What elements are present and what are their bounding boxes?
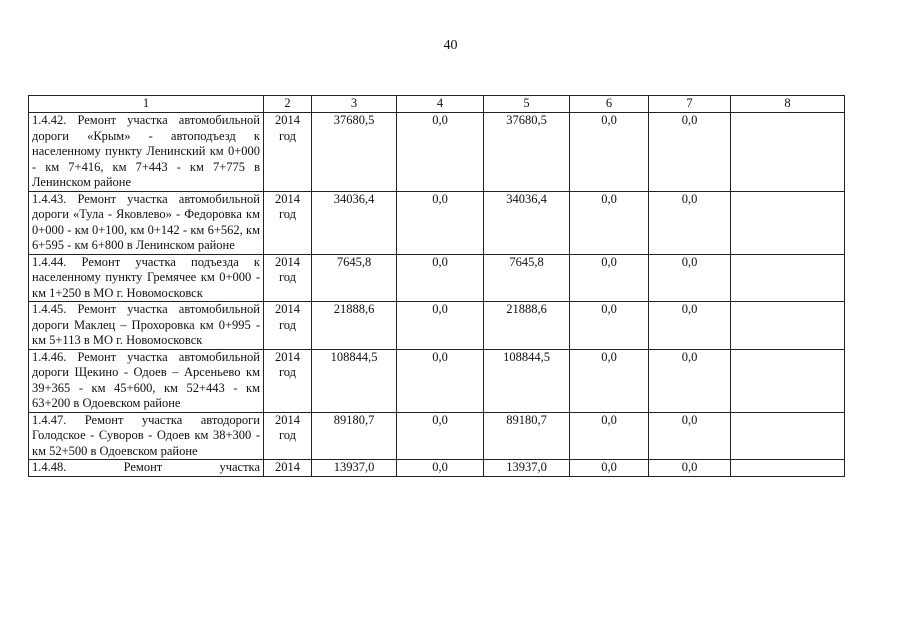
row-col7: 0,0 <box>649 412 731 460</box>
row-col3: 89180,7 <box>312 412 397 460</box>
row-col5: 37680,5 <box>484 113 570 192</box>
row-col6: 0,0 <box>570 412 649 460</box>
row-col6: 0,0 <box>570 460 649 477</box>
row-description: 1.4.48. Ремонт участка <box>29 460 264 477</box>
row-year: 2014 год <box>264 349 312 412</box>
row-col5: 13937,0 <box>484 460 570 477</box>
row-col5: 108844,5 <box>484 349 570 412</box>
row-col3: 21888,6 <box>312 302 397 350</box>
row-col4: 0,0 <box>397 412 484 460</box>
header-cell: 7 <box>649 96 731 113</box>
header-cell: 8 <box>731 96 845 113</box>
row-col6: 0,0 <box>570 191 649 254</box>
budget-table <box>28 95 845 477</box>
row-year: 2014 год <box>264 191 312 254</box>
row-description: 1.4.44. Ремонт участка подъезда к населенному пункту Гремячее км 0+000 - км 1+250 в МО г. Новомосковск <box>29 254 264 302</box>
row-col3: 34036,4 <box>312 191 397 254</box>
row-col7: 0,0 <box>649 349 731 412</box>
row-description: 1.4.45. Ремонт участка автомобильной дороги Маклец – Прохоровка км 0+995 - км 5+113 в МО г. Новомосковск <box>29 302 264 350</box>
row-col7: 0,0 <box>649 113 731 192</box>
row-col5: 21888,6 <box>484 302 570 350</box>
row-col4: 0,0 <box>397 460 484 477</box>
table-row <box>29 113 845 192</box>
row-col8 <box>731 302 845 350</box>
row-description: 1.4.43. Ремонт участка автомобильной дороги «Тула - Яковлево» - Федоровка км 0+000 - км 0+100, км 0+142 - км 6+562, км 6+595 - км 6+800 в Ленинском районе <box>29 191 264 254</box>
row-description: 1.4.42. Ремонт участка автомобильной дороги «Крым» - автоподъезд к населенному пункту Ленинский км 0+000 - км 7+416, км 7+443 - км 7+775 в Ленинском районе <box>29 113 264 192</box>
row-year: 2014 год <box>264 113 312 192</box>
row-col5: 89180,7 <box>484 412 570 460</box>
table-row <box>29 412 845 460</box>
row-col5: 7645,8 <box>484 254 570 302</box>
header-cell: 4 <box>397 96 484 113</box>
row-year: 2014 <box>264 460 312 477</box>
row-col6: 0,0 <box>570 349 649 412</box>
row-col4: 0,0 <box>397 254 484 302</box>
header-cell: 6 <box>570 96 649 113</box>
row-col3: 37680,5 <box>312 113 397 192</box>
row-col3: 13937,0 <box>312 460 397 477</box>
row-col8 <box>731 191 845 254</box>
header-cell: 3 <box>312 96 397 113</box>
header-cell: 5 <box>484 96 570 113</box>
row-col7: 0,0 <box>649 302 731 350</box>
row-description: 1.4.47. Ремонт участка автодороги Голодское - Суворов - Одоев км 38+300 - км 52+500 в Одоевском районе <box>29 412 264 460</box>
row-col6: 0,0 <box>570 254 649 302</box>
row-col8 <box>731 254 845 302</box>
row-col6: 0,0 <box>570 113 649 192</box>
row-col4: 0,0 <box>397 302 484 350</box>
table-row <box>29 302 845 350</box>
table-row <box>29 191 845 254</box>
row-description: 1.4.46. Ремонт участка автомобильной дороги Щекино - Одоев – Арсеньево км 39+365 - км 45+600, км 52+443 - км 63+200 в Одоевском районе <box>29 349 264 412</box>
row-year: 2014 год <box>264 254 312 302</box>
row-year: 2014 год <box>264 302 312 350</box>
header-cell: 1 <box>29 96 264 113</box>
row-col6: 0,0 <box>570 302 649 350</box>
row-col8 <box>731 460 845 477</box>
page-number: 40 <box>443 38 458 53</box>
row-col5: 34036,4 <box>484 191 570 254</box>
row-col3: 7645,8 <box>312 254 397 302</box>
row-col8 <box>731 412 845 460</box>
row-col8 <box>731 113 845 192</box>
row-col4: 0,0 <box>397 349 484 412</box>
header-cell: 2 <box>264 96 312 113</box>
row-col7: 0,0 <box>649 460 731 477</box>
header-row <box>29 96 845 113</box>
table-row <box>29 254 845 302</box>
table-row <box>29 349 845 412</box>
row-col7: 0,0 <box>649 254 731 302</box>
row-year: 2014 год <box>264 412 312 460</box>
row-col4: 0,0 <box>397 113 484 192</box>
row-col4: 0,0 <box>397 191 484 254</box>
row-col7: 0,0 <box>649 191 731 254</box>
table-row <box>29 460 845 477</box>
row-col3: 108844,5 <box>312 349 397 412</box>
row-col8 <box>731 349 845 412</box>
